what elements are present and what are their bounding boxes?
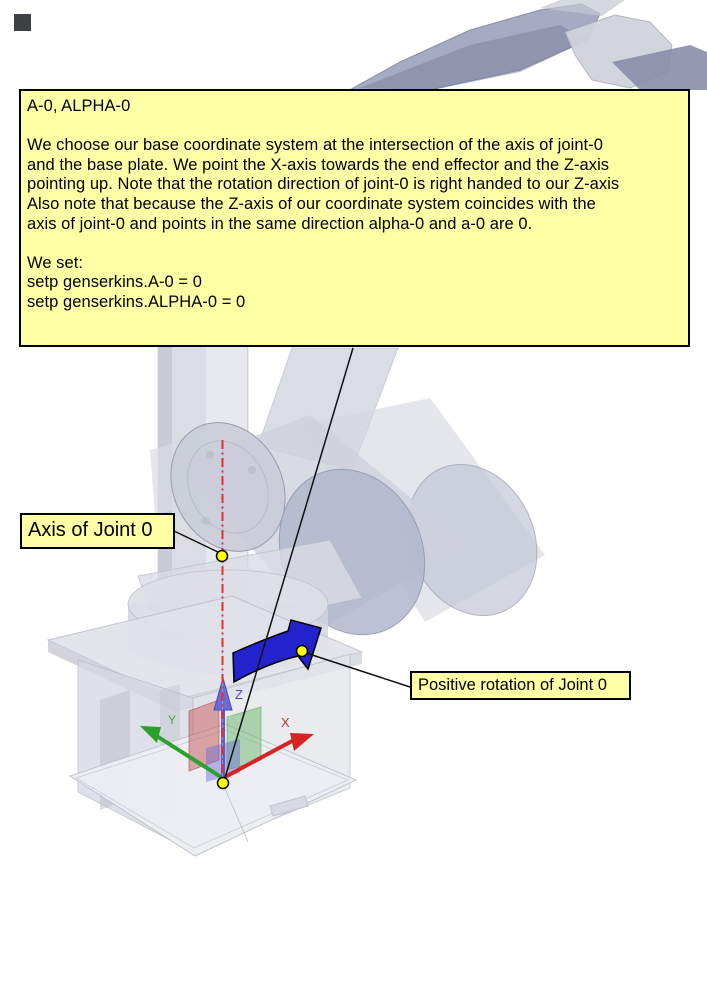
marker-dot-rotation — [297, 646, 308, 657]
x-axis-label: X — [281, 715, 290, 730]
axis-of-joint-label: Axis of Joint 0 — [20, 513, 175, 549]
robot-upper-arm — [344, 0, 707, 93]
info-box-spacer — [27, 117, 684, 137]
info-line: pointing up. Note that the rotation direction of joint-0 is right handed to our Z-axis — [27, 175, 620, 194]
info-set-heading: We set: — [27, 253, 83, 272]
y-axis-label: Y — [168, 713, 177, 727]
marker-dot-origin — [218, 778, 229, 789]
z-axis-label: Z — [235, 687, 243, 702]
info-box — [19, 89, 690, 347]
info-set-line: setp genserkins.ALPHA-0 = 0 — [27, 292, 246, 311]
info-line: axis of joint-0 and points in the same direction alpha-0 and a-0 are 0. — [27, 214, 533, 233]
marker-dot-axis — [217, 551, 228, 562]
info-line: Also note that because the Z-axis of our coordinate system coincides with the — [27, 194, 596, 213]
positive-rotation-label: Positive rotation of Joint 0 — [410, 671, 631, 700]
info-line: and the base plate. We point the X-axis towards the end effector and the Z-axis — [27, 155, 610, 174]
info-set-line: setp genserkins.A-0 = 0 — [27, 273, 202, 292]
info-line: We choose our base coordinate system at the intersection of the axis of joint-0 — [27, 136, 603, 155]
info-box-spacer — [27, 234, 684, 254]
info-box-title: A-0, ALPHA-0 — [27, 97, 131, 115]
